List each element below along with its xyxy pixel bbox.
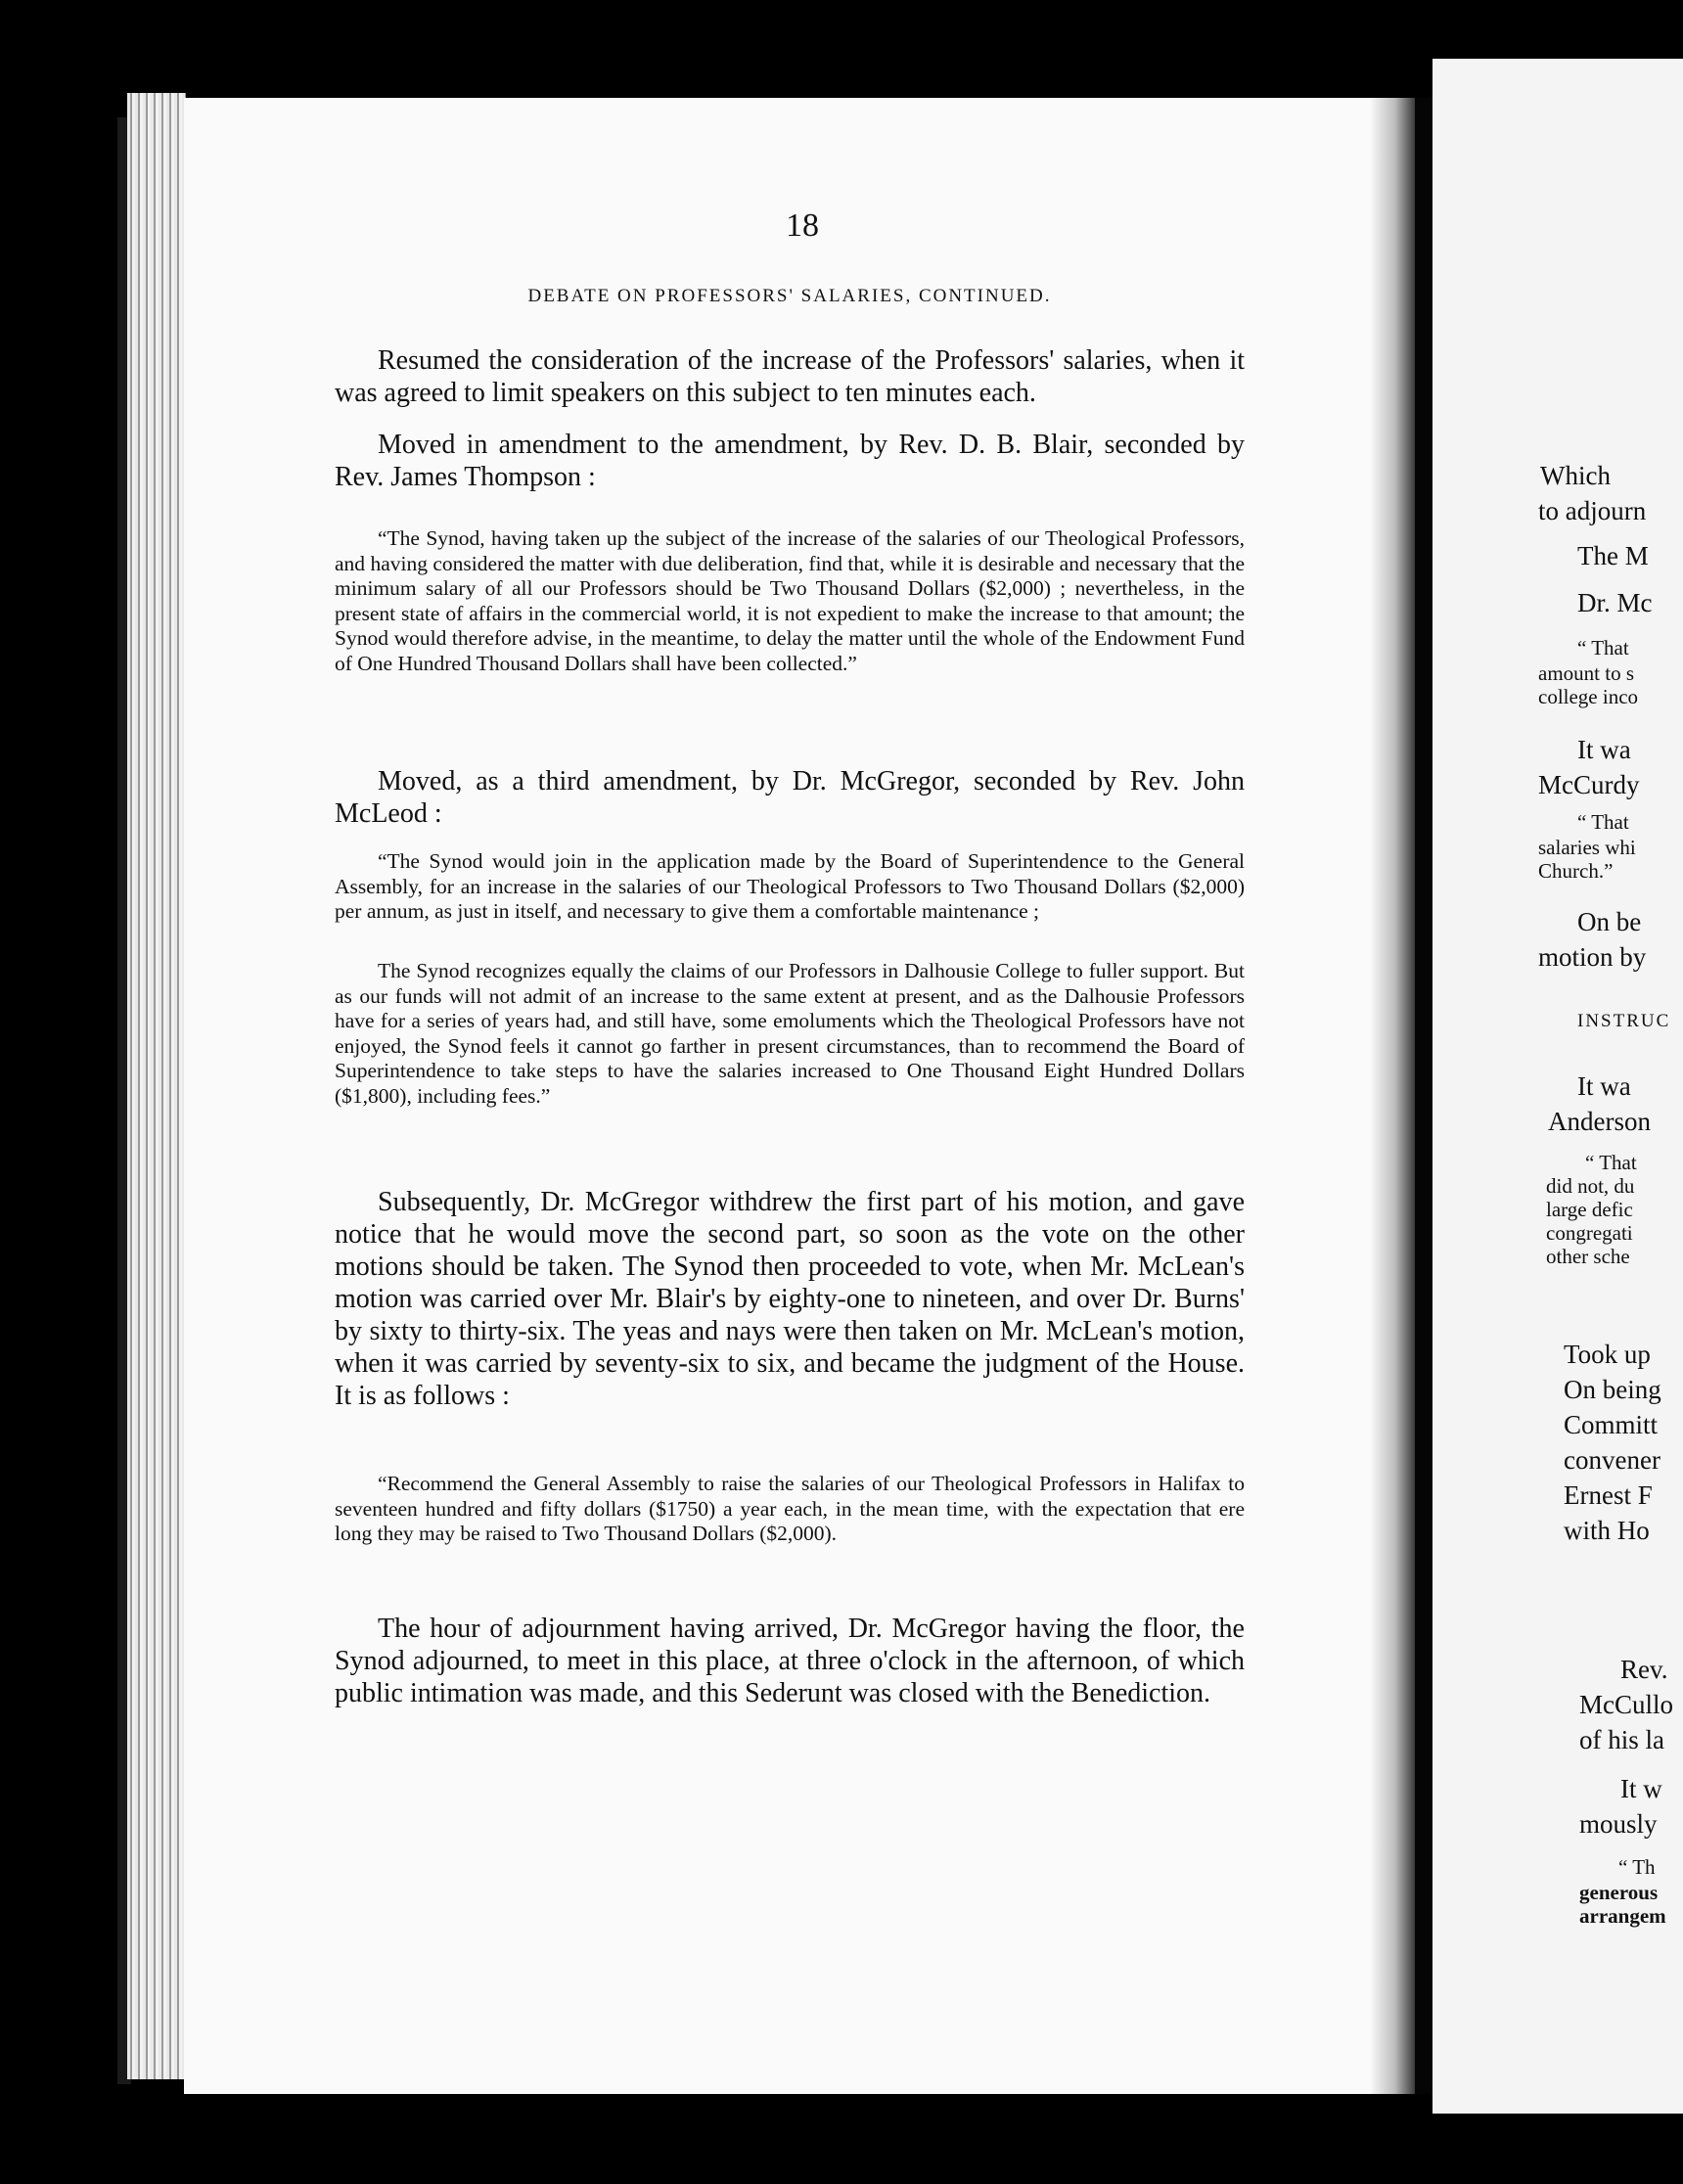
right-page-line: On be [1577,907,1642,936]
paragraph-resumed: Resumed the consideration of the increase of the Professors' salaries, when it was agreed to limit speakers on this subject to ten minutes each. [335,345,1245,408]
right-page-line: motion by [1538,942,1647,972]
right-page-line: Anderson [1548,1107,1651,1136]
quote-blair-motion: “The Synod, having taken up the subject of the increase of the salaries of our Theological Professors, and having considered the matter with due deliberation, find that, while it is desirable and necessary that the minimum salary of all our Professors should be Two Thousand Dollars ($2,000) ; nevertheless, in the present state of affairs in the commercial world, it is not expedient to make the increase to that amount; the Synod would therefore advise, in the meantime, to delay the matter until the whole of the Endowment Fund of One Hundred Thousand Dollars shall have been collected.” [335,526,1245,675]
right-page-line: Took up [1564,1340,1651,1369]
right-page-line: “ That [1585,1151,1637,1174]
paragraph-amendment: Moved in amendment to the amendment, by Rev. D. B. Blair, seconded by Rev. James Thompson : [335,430,1245,492]
right-page-line: of his la [1579,1725,1664,1754]
quote-judgment: “Recommend the General Assembly to raise the salaries of our Theological Professors in Halifax to seventeen hundred and fifty dollars ($1750) a year each, in the mean time, with the expectation that ere long they may be raised to Two Thousand Dollars ($2,000). [335,1472,1245,1545]
right-page-line: “ Th [1618,1855,1656,1879]
right-page-line: arrangem [1579,1904,1666,1928]
right-page-line: The M [1577,541,1649,570]
right-page-line: On being [1564,1375,1661,1404]
right-page-line: large defic [1546,1198,1633,1221]
right-page-line: “ That [1577,810,1629,834]
book-fold [1415,98,1433,2094]
right-page-line: college inco [1538,685,1639,708]
right-page-line: Ernest F [1564,1480,1653,1510]
right-page-line: It wa [1577,735,1631,764]
page-number: 18 [786,207,819,244]
right-page [1433,59,1683,2114]
right-page-line: generous [1579,1881,1659,1904]
section-heading: DEBATE ON PROFESSORS' SALARIES, CONTINUED. [527,286,1052,306]
paragraph-third-amendment: Moved, as a third amendment, by Dr. McGregor, seconded by Rev. John McLeod : [335,766,1245,829]
right-page-line: It wa [1577,1071,1631,1101]
right-page-line: McCurdy [1538,770,1640,799]
page-edges [127,93,186,2079]
right-page-line: Rev. [1620,1655,1668,1684]
right-page-line: Committ [1564,1410,1659,1439]
quote-mcgregor-part1: “The Synod would join in the application made by the Board of Superintendence to the General Assembly, for an increase in the salaries of our Theological Professors to Two Thousand Dollars ($2,000) per annum, as just in itself, and necessary to give them a comfortable maintenance ; [335,849,1245,923]
right-page-line: with Ho [1564,1516,1650,1545]
right-page-line: to adjourn [1538,496,1647,525]
right-page-line: Church.” [1538,859,1614,883]
page-gutter [1370,98,1415,2094]
right-page-line: Which [1540,461,1611,490]
right-page-line: McCullo [1579,1690,1674,1719]
right-page-line: INSTRUC [1577,1011,1671,1031]
paragraph-adjournment: The hour of adjournment having arrived, Dr. McGregor having the floor, the Synod adjourned, to meet in this place, at three o'clock in the afternoon, of which public intimation was made, and this Sederunt was closed with the Benediction. [335,1614,1245,1708]
quote-mcgregor-part2: The Synod recognizes equally the claims of our Professors in Dalhousie College to fuller support. But as our funds will not admit of an increase to the same extent at present, and as the Dalhousie Professors have for a series of years had, and still have, some emoluments which the Theological Professors have not enjoyed, the Synod feels it cannot go farther in present circumstances, than to recommend the Board of Superintendence to take steps to have the salaries increased to One Thousand Eight Hundred Dollars ($1,800), including fees.” [335,959,1245,1108]
right-page-line: Dr. Mc [1577,588,1653,617]
right-page-line: salaries whi [1538,836,1636,859]
right-page-line: other sche [1546,1245,1630,1268]
paragraph-vote: Subsequently, Dr. McGregor withdrew the first part of his motion, and gave notice that he would move the second part, so soon as the vote on the other motions should be taken. The Synod then proceeded to vote, when Mr. McLean's motion was carried over Mr. Blair's by eighty-one to nineteen, and over Dr. Burns' by sixty to thirty-six. The yeas and nays were then taken on Mr. McLean's motion, when it was carried by seventy-six to six, and became the judgment of the House. It is as follows : [335,1187,1245,1411]
right-page-line: “ That [1577,636,1629,660]
right-page-line: It w [1620,1774,1662,1803]
right-page-line: mously [1579,1809,1658,1839]
right-page-line: congregati [1546,1221,1633,1245]
right-page-line: convener [1564,1445,1660,1475]
right-page-line: amount to s [1538,661,1634,685]
right-page-line: did not, du [1546,1174,1635,1198]
